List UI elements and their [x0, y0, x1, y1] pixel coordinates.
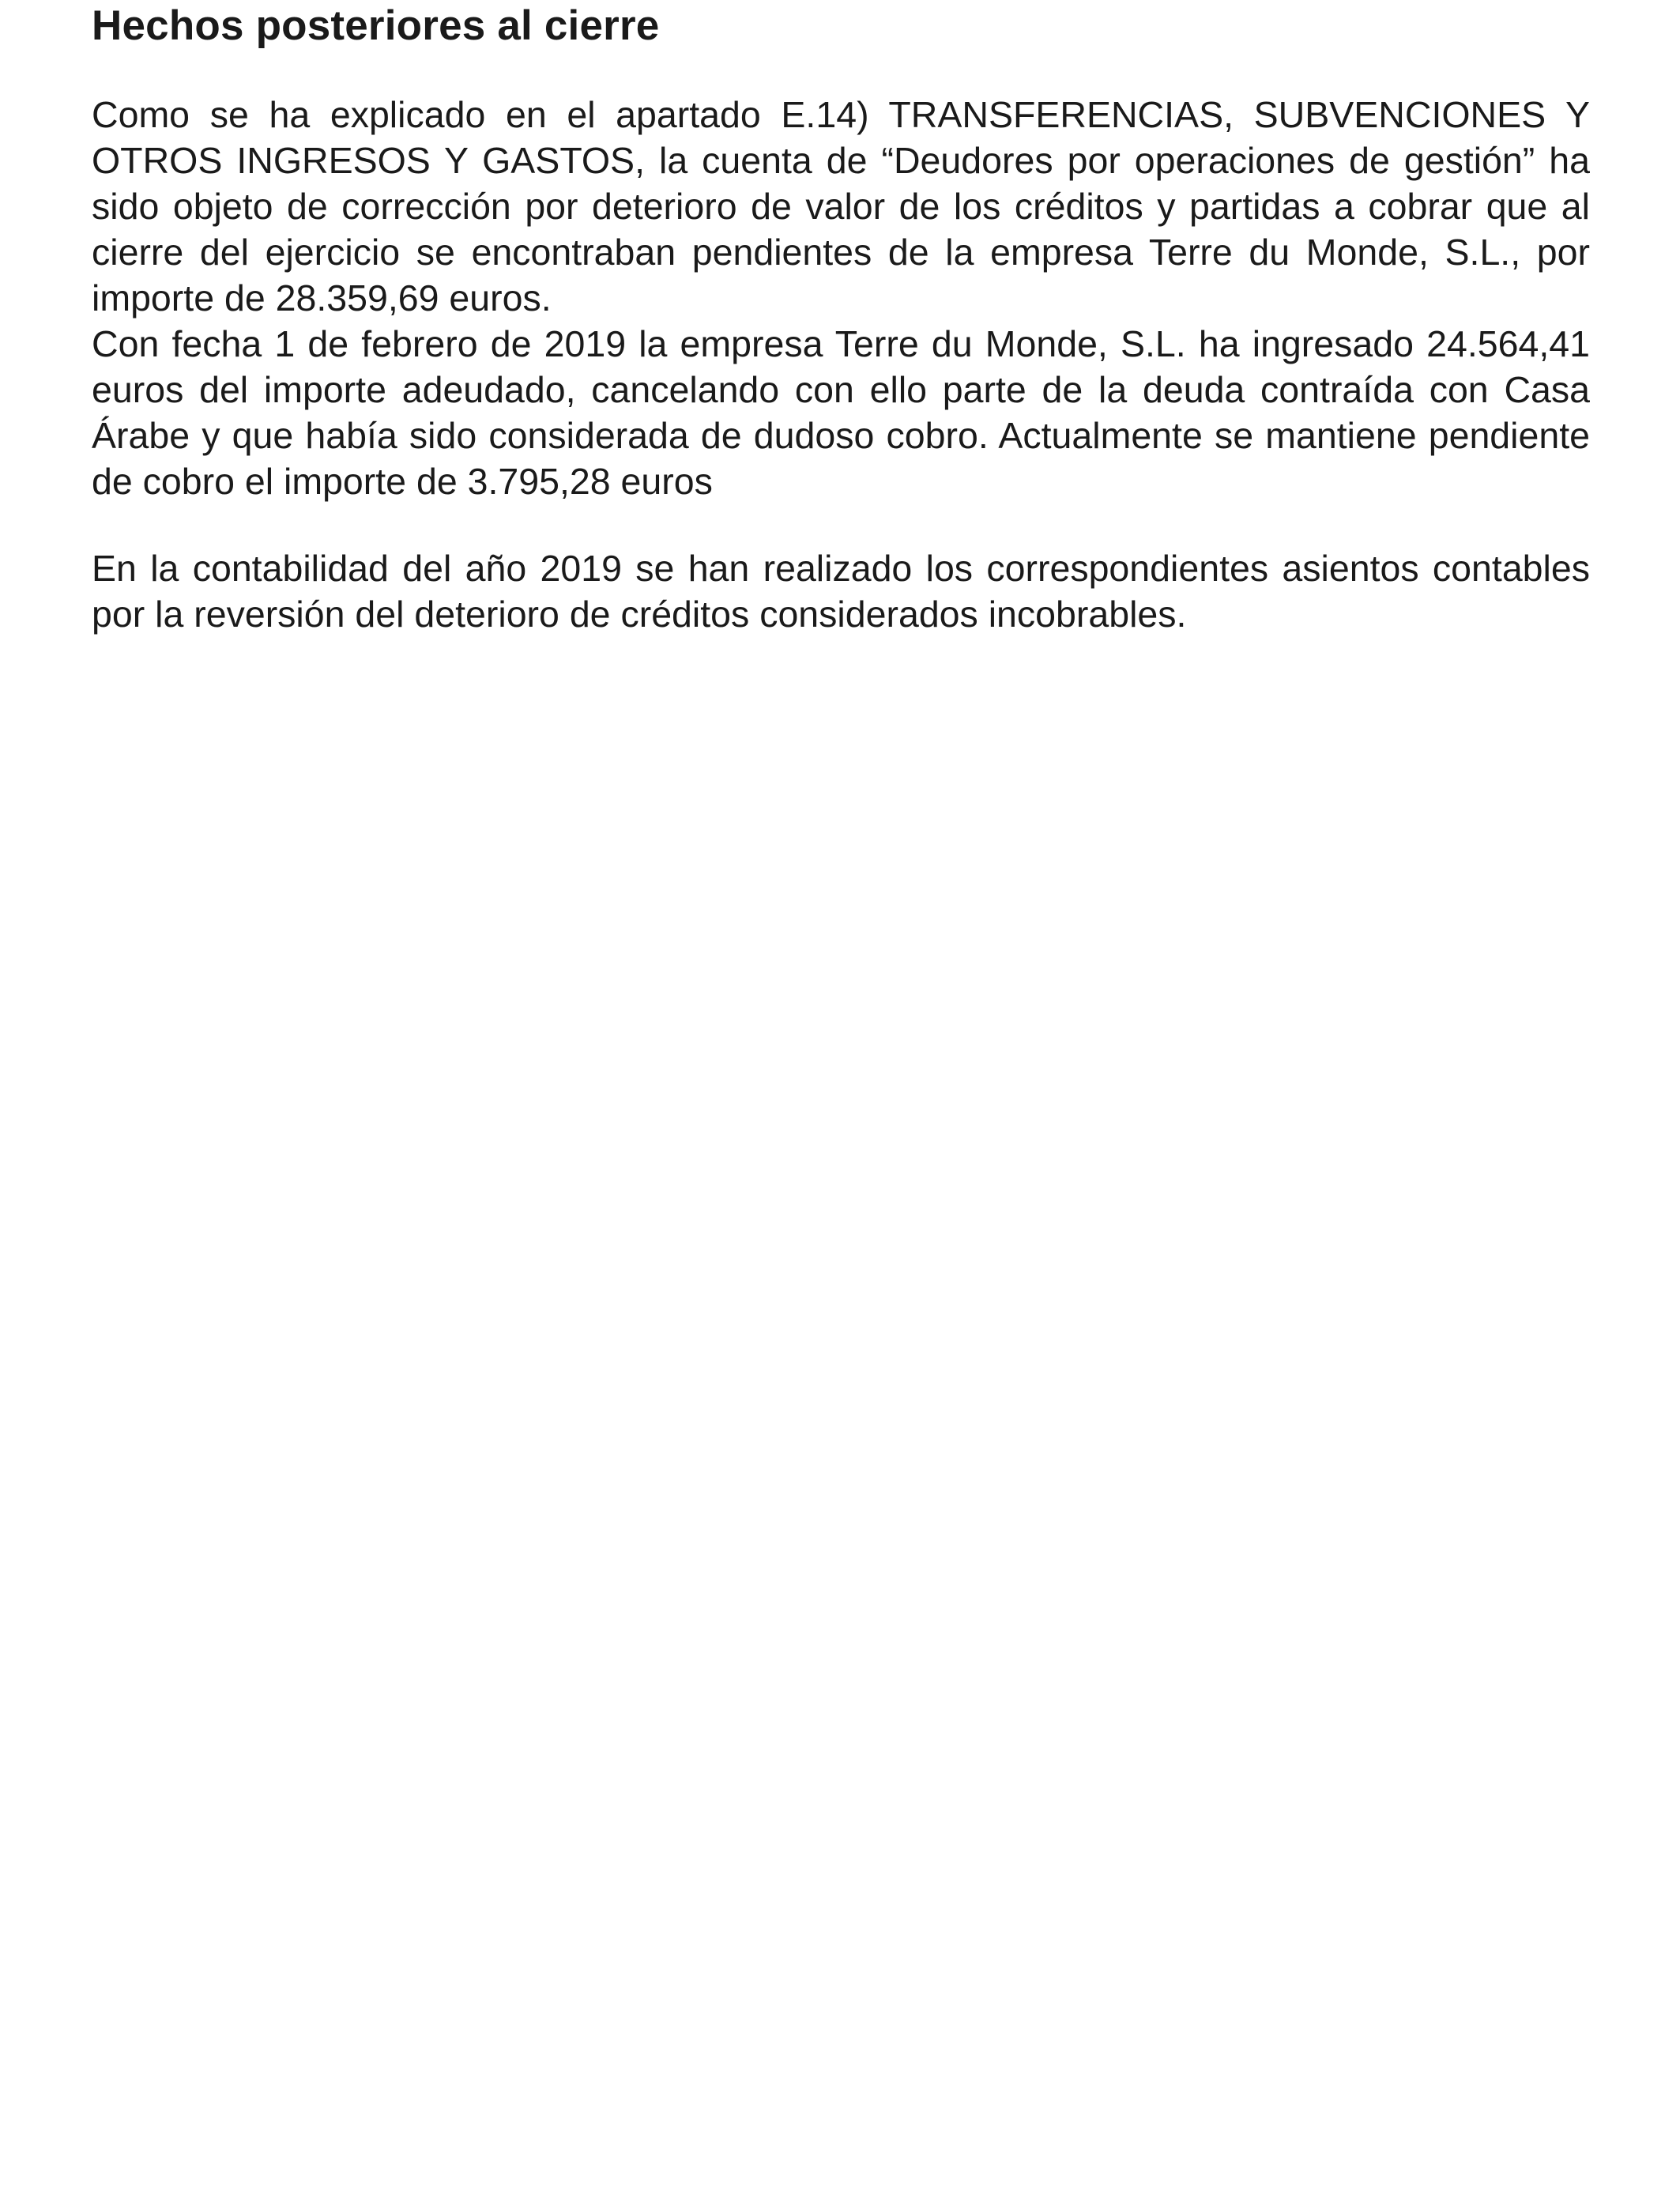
document-page — [92, 0, 1590, 637]
paragraph-ingreso: Con fecha 1 de febrero de 2019 la empresa Terre du Monde, S.L. ha ingresado 24.564,41 euros del importe adeudado, cancelando con ello parte de la deuda contraída con Casa Árabe y que había sido considerada de dudoso cobro. Actualmente se mantiene pendiente de cobro el importe de 3.795,28 euros — [92, 323, 1590, 502]
paragraph-reversion: En la contabilidad del año 2019 se han realizado los correspondientes asientos contables por la reversión del deterioro de créditos considerados incobrables. — [92, 548, 1590, 635]
section-heading: Hechos posteriores al cierre — [92, 2, 660, 49]
paragraph-deterioro: Como se ha explicado en el apartado E.14) TRANSFERENCIAS, SUBVENCIONES Y OTROS INGRESOS Y GASTOS, la cuenta de “Deudores por operaciones de gestión” ha sido objeto de corrección por deterioro de valor de los créditos y partidas a cobrar que al cierre del ejercicio se encontraban pendientes de la empresa Terre du Monde, S.L., por importe de 28.359,69 euros. — [92, 94, 1590, 319]
